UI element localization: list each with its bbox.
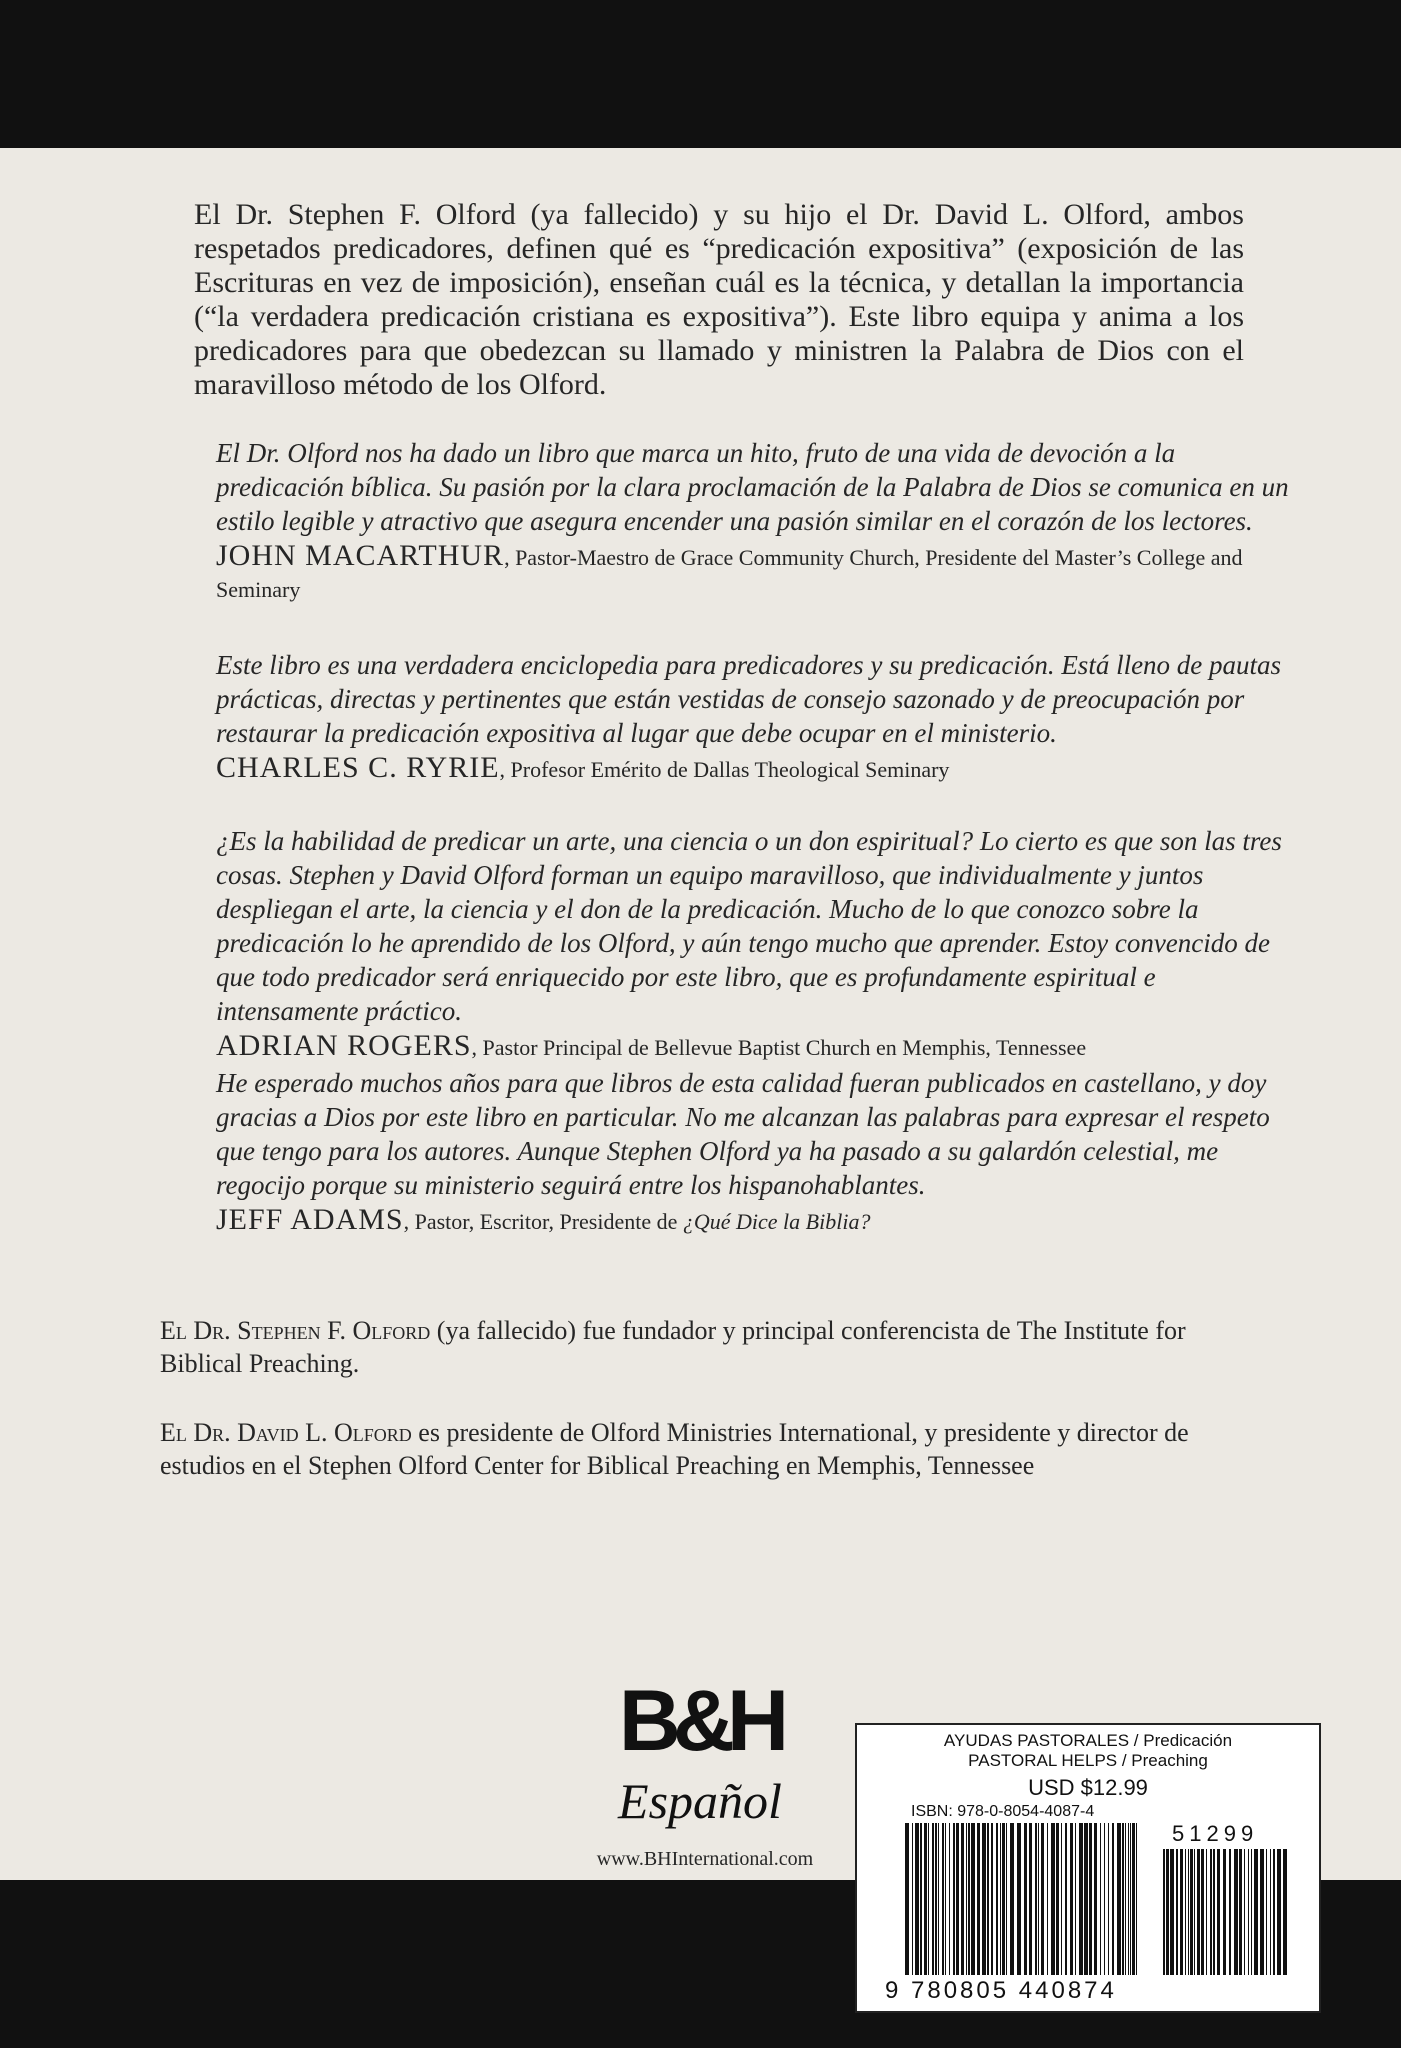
- barcode-bar: [1206, 1849, 1207, 1975]
- barcode-bar: [1213, 1849, 1215, 1975]
- barcode-bar: [1229, 1849, 1231, 1975]
- barcode-bar: [1010, 1823, 1014, 1975]
- barcode-bar: [1266, 1849, 1267, 1975]
- barcode-bar: [968, 1823, 970, 1975]
- barcode-bar: [1163, 1849, 1165, 1975]
- barcode-bar: [1038, 1823, 1039, 1975]
- endorsement-attribution: [216, 1030, 1296, 1064]
- endorsement-adams: [216, 1066, 1296, 1238]
- barcode-bar: [905, 1823, 909, 1975]
- barcode-bar: [1035, 1823, 1037, 1975]
- barcode-bar: [1273, 1849, 1275, 1975]
- barcode-bar: [928, 1823, 929, 1975]
- barcode-label: [855, 1723, 1321, 2013]
- barcode-bar: [1239, 1849, 1242, 1975]
- barcode-bar: [1201, 1849, 1204, 1975]
- barcode-bar: [1194, 1849, 1195, 1975]
- endorsement-text: ¿Es la habilidad de predicar un arte, una ciencia o un don espiritual? Lo cierto es que son las tres cosas. Stephen y David Olford forman un equipo maravilloso, que individualmente y juntos despliegan el arte, la ciencia y el don de la predicación. Mucho de lo que conozco sobre la predicación lo he aprendido de los Olford, y aún tengo mucho que aprender. Estoy convencido de que todo predicador será enriquecido por este libro, que es profundamente espiritual e intensamente práctico.: [216, 826, 1282, 1026]
- barcode-bar: [932, 1823, 934, 1975]
- barcode-bar: [1065, 1823, 1067, 1975]
- barcode-bar: [1051, 1823, 1055, 1975]
- category-spanish: AYUDAS PASTORALES / Predicación: [943, 1731, 1233, 1750]
- author-bio-david: [160, 1416, 1240, 1482]
- isbn: ISBN: 978-0-8054-4087-4: [911, 1803, 1095, 1820]
- barcode-bar: [1061, 1823, 1062, 1975]
- endorser-role: , Pastor, Escritor, Presidente de: [403, 1209, 683, 1234]
- barcode-bar: [996, 1823, 998, 1975]
- endorsement-text: El Dr. Olford nos ha dado un libro que marca un hito, fruto de una vida de devoción a la predicación bíblica. Su pasión por la clara proclamación de la Palabra de Dios se comunica en un estilo legible y atractivo que asegura encender una pasión similar en el corazón de los lectores.: [216, 438, 1289, 536]
- barcode-bar: [1180, 1849, 1183, 1975]
- barcode-bar: [1104, 1823, 1105, 1975]
- author-bio-text: es presidente de Olford Ministries International, y presidente y director de estudios en el Stephen Olford Center for Biblical Preaching en Memphis, Tennessee: [160, 1418, 1189, 1480]
- barcode-bar: [1176, 1849, 1178, 1975]
- barcode-bar: [1254, 1849, 1258, 1975]
- barcode-bar: [1017, 1823, 1021, 1975]
- barcode-bar: [915, 1823, 919, 1975]
- barcode-bar: [920, 1823, 922, 1975]
- barcode-bar: [966, 1823, 967, 1975]
- barcode-bar: [1197, 1849, 1200, 1975]
- barcode-bar: [924, 1823, 927, 1975]
- author-bio-stephen: [160, 1314, 1240, 1380]
- barcode-bar: [938, 1823, 939, 1975]
- endorsement-text: He esperado muchos años para que libros de esta calidad fueran publicados en castellano, y doy gracias a Dios por este libro en particular. No me alcanzan las palabras para expresar el respeto que tengo para los autores. Aunque Stephen Olford ya ha pasado a su galardón celestial, me regocijo porque su ministerio seguirá entre los hispanohablantes.: [216, 1068, 1270, 1200]
- barcode-bar: [1251, 1849, 1252, 1975]
- barcode-bar: [1188, 1849, 1189, 1975]
- barcode-bar: [1002, 1823, 1005, 1975]
- endorser-name: JOHN MACARTHUR: [216, 539, 505, 572]
- barcode-addon-number: 51299: [1172, 1821, 1259, 1846]
- endorser-name: CHARLES C. RYRIE: [216, 751, 500, 784]
- barcode-bar: [987, 1823, 989, 1975]
- barcode-bar: [1079, 1823, 1083, 1975]
- barcode-bar: [1029, 1823, 1032, 1975]
- barcode-bars: [905, 1823, 1141, 1975]
- author-bio-text: (ya fallecido) fue fundador y principal conferencista de The Institute for Biblical Preaching.: [160, 1316, 1186, 1378]
- barcode-bar: [1075, 1823, 1076, 1975]
- barcode-bar: [1084, 1823, 1088, 1975]
- endorser-name: ADRIAN ROGERS: [216, 1029, 472, 1062]
- barcode-bar: [1217, 1849, 1220, 1975]
- back-cover: [0, 148, 1401, 2004]
- barcode-bar: [1185, 1849, 1186, 1975]
- barcode-bar: [977, 1823, 980, 1975]
- barcode-digits: 9 780805 440874: [885, 1977, 1117, 2004]
- endorsement-attribution: [216, 1204, 1296, 1238]
- barcode-bar: [1270, 1849, 1271, 1975]
- endorsement-text: Este libro es una verdadera enciclopedia para predicadores y su predicación. Está lleno de pautas prácticas, directas y pertinentes que están vestidas de consejo sazonado y de preocupación por restaurar la predicación expositiva al lugar que debe ocupar en el ministerio.: [216, 650, 1282, 748]
- publisher-logo: [600, 1668, 800, 1838]
- barcode-bar: [1117, 1823, 1121, 1975]
- endorser-role: , Profesor Emérito de Dallas Theological Seminary: [499, 757, 950, 782]
- logo-bottom-text: Español: [618, 1773, 782, 1829]
- endorser-role: , Pastor-Maestro de Grace Community Church, Presidente del Master’s College and Seminary: [216, 545, 1243, 602]
- barcode-bar: [1223, 1849, 1226, 1975]
- barcode-bar: [1006, 1823, 1007, 1975]
- category-english: PASTORAL HELPS / Preaching: [968, 1751, 1208, 1770]
- barcode-bar: [1024, 1823, 1027, 1975]
- author-name: El Dr. Stephen F. Olford: [160, 1316, 431, 1345]
- barcode-bar: [1132, 1823, 1135, 1975]
- endorser-role-title: ¿Qué Dice la Biblia?: [682, 1209, 871, 1234]
- barcode-bar: [982, 1823, 986, 1975]
- barcode-bar: [961, 1823, 964, 1975]
- barcode-bar: [1125, 1823, 1126, 1975]
- barcode-bar: [1056, 1823, 1059, 1975]
- barcode-bar: [1136, 1823, 1137, 1975]
- barcode-bar: [912, 1823, 913, 1975]
- endorsement-attribution: [216, 540, 1296, 606]
- publisher-website: www.BHInternational.com: [596, 1848, 814, 1870]
- barcode-bar: [1210, 1849, 1212, 1975]
- barcode-bar: [1277, 1849, 1281, 1975]
- barcode-bar: [1070, 1823, 1073, 1975]
- barcode-bar: [991, 1823, 993, 1975]
- barcode-bar: [1047, 1823, 1048, 1975]
- barcode-bar: [1234, 1849, 1238, 1975]
- barcode-bar: [1089, 1823, 1092, 1975]
- barcode-bar: [1260, 1849, 1264, 1975]
- barcode-bar: [1000, 1823, 1001, 1975]
- barcode-bar: [1283, 1849, 1287, 1975]
- endorser-role: , Pastor Principal de Bellevue Baptist Church en Memphis, Tennessee: [471, 1035, 1087, 1060]
- barcode-bar: [1041, 1823, 1044, 1975]
- barcode-bar: [1108, 1823, 1109, 1975]
- barcode-bar: [942, 1823, 944, 1975]
- endorsement-macarthur: [216, 436, 1296, 606]
- barcode-bar: [1248, 1849, 1249, 1975]
- logo-top-text: B&H: [618, 1673, 782, 1769]
- author-name: El Dr. David L. Olford: [160, 1418, 412, 1447]
- endorser-name: JEFF ADAMS: [216, 1203, 404, 1236]
- barcode-bar: [1094, 1823, 1097, 1975]
- barcode-bar: [945, 1823, 946, 1975]
- barcode-bar: [956, 1823, 959, 1975]
- barcode-bar: [935, 1823, 937, 1975]
- barcode-bar: [949, 1823, 950, 1975]
- endorsement-rogers: [216, 824, 1296, 1064]
- barcode-bar: [1130, 1823, 1131, 1975]
- barcode-bar: [1100, 1823, 1101, 1975]
- price: USD $12.99: [1028, 1775, 1148, 1800]
- barcode-addon-bars: [1163, 1849, 1293, 1975]
- barcode-bar: [1122, 1823, 1124, 1975]
- endorsement-attribution: [216, 752, 1296, 786]
- barcode-bar: [1170, 1849, 1174, 1975]
- barcode-bar: [1128, 1823, 1129, 1975]
- barcode-bar: [1112, 1823, 1114, 1975]
- barcode-bar: [971, 1823, 975, 1975]
- barcode-bar: [1244, 1849, 1245, 1975]
- intro-paragraph: El Dr. Stephen F. Olford (ya fallecido) y su hijo el Dr. David L. Olford, ambos respetados predicadores, definen qué es “predicación expositiva” (exposición de las Escrituras en vez de imposición), enseñan cuál es la técnica, y detallan la importancia (“la verdadera predicación cristiana es expositiva”). Este libro equipa y anima a los predicadores para que obedezcan su llamado y ministren la Palabra de Dios con el maravilloso método de los Olford.: [194, 198, 1244, 401]
- barcode-bar: [1166, 1849, 1169, 1975]
- endorsement-ryrie: [216, 648, 1296, 786]
- barcode-bar: [953, 1823, 955, 1975]
- barcode-bar: [1190, 1849, 1193, 1975]
